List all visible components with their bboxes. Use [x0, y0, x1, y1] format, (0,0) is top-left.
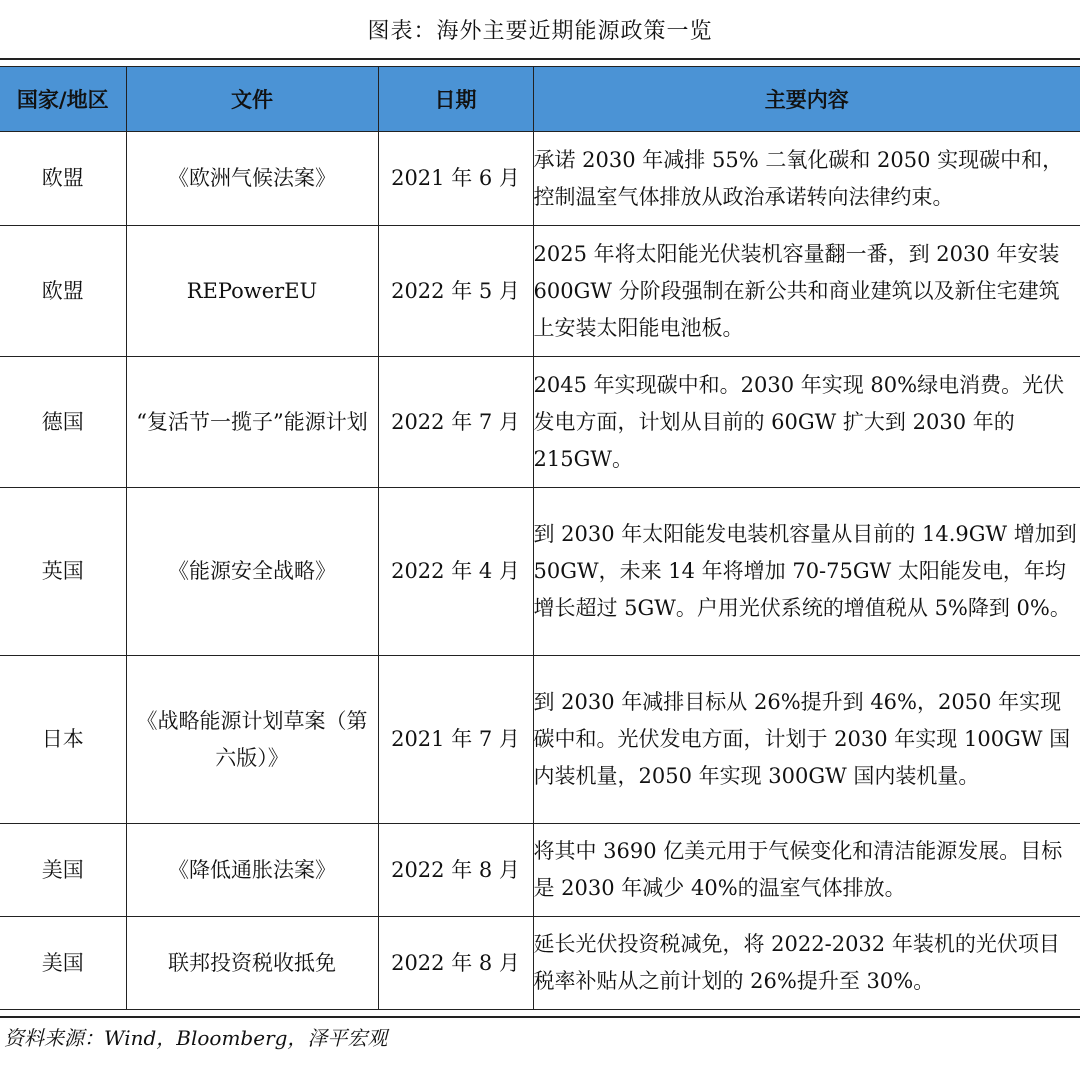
table-row: [0, 656, 1080, 824]
cell-document: 《降低通胀法案》: [126, 824, 378, 917]
cell-date: 2022 年 7 月: [378, 357, 533, 488]
cell-date: 2022 年 5 月: [378, 226, 533, 357]
cell-content: 承诺 2030 年减排 55% 二氧化碳和 2050 实现碳中和，控制温室气体排放从政治承诺转向法律约束。: [533, 132, 1080, 226]
cell-country: 英国: [0, 488, 126, 656]
cell-country: 美国: [0, 917, 126, 1010]
cell-document: 《欧洲气候法案》: [126, 132, 378, 226]
table-row: [0, 824, 1080, 917]
cell-content: 将其中 3690 亿美元用于气候变化和清洁能源发展。目标是 2030 年减少 40%的温室气体排放。: [533, 824, 1080, 917]
header-country: 国家/地区: [0, 67, 126, 132]
cell-document: 《战略能源计划草案（第六版）》: [126, 656, 378, 824]
cell-date: 2021 年 7 月: [378, 656, 533, 824]
table-row: [0, 917, 1080, 1010]
header-date: 日期: [378, 67, 533, 132]
table-row: [0, 488, 1080, 656]
cell-document: 《能源安全战略》: [126, 488, 378, 656]
header-content: 主要内容: [533, 67, 1080, 132]
header-document: 文件: [126, 67, 378, 132]
source-note: 资料来源：Wind，Bloomberg，泽平宏观: [4, 1026, 388, 1050]
cell-country: 欧盟: [0, 226, 126, 357]
cell-country: 欧盟: [0, 132, 126, 226]
cell-content: 延长光伏投资税减免，将 2022-2032 年装机的光伏项目税率补贴从之前计划的 26%提升至 30%。: [533, 917, 1080, 1010]
cell-document: REPowerEU: [126, 226, 378, 357]
policy-table: [0, 66, 1080, 1010]
cell-content: 2025 年将太阳能光伏装机容量翻一番，到 2030 年安装 600GW 分阶段强制在新公共和商业建筑以及新住宅建筑上安装太阳能电池板。: [533, 226, 1080, 357]
cell-document: “复活节一揽子”能源计划: [126, 357, 378, 488]
table-row: [0, 357, 1080, 488]
cell-country: 德国: [0, 357, 126, 488]
bottom-rule: [0, 1016, 1080, 1018]
cell-country: 美国: [0, 824, 126, 917]
cell-content: 到 2030 年减排目标从 26%提升到 46%，2050 年实现碳中和。光伏发电方面，计划于 2030 年实现 100GW 国内装机量，2050 年实现 300GW 国内装机量。: [533, 656, 1080, 824]
table-row: [0, 226, 1080, 357]
cell-document: 联邦投资税收抵免: [126, 917, 378, 1010]
figure-title: 图表：海外主要近期能源政策一览: [367, 19, 713, 44]
cell-content: 2045 年实现碳中和。2030 年实现 80%绿电消费。光伏发电方面，计划从目前的 60GW 扩大到 2030 年的 215GW。: [533, 357, 1080, 488]
table-row: [0, 132, 1080, 226]
cell-date: 2022 年 4 月: [378, 488, 533, 656]
top-rule: [0, 58, 1080, 60]
cell-date: 2021 年 6 月: [378, 132, 533, 226]
header-row: [0, 67, 1080, 132]
cell-date: 2022 年 8 月: [378, 824, 533, 917]
cell-content: 到 2030 年太阳能发电装机容量从目前的 14.9GW 增加到 50GW，未来 14 年将增加 70-75GW 太阳能发电，年均增长超过 5GW。户用光伏系统的增值税从 5%降到 0%。: [533, 488, 1080, 656]
cell-date: 2022 年 8 月: [378, 917, 533, 1010]
cell-country: 日本: [0, 656, 126, 824]
